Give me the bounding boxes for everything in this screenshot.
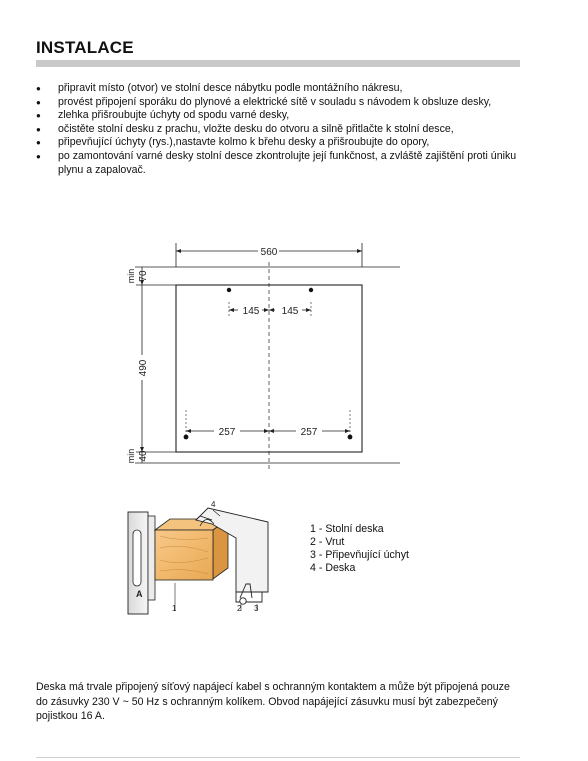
legend-item: 4 - Deska: [310, 562, 356, 574]
page-title: INSTALACE: [36, 38, 134, 57]
worktop-wood-block: [155, 519, 228, 580]
min-label: min: [126, 268, 136, 284]
step-item: ● očistěte stolní desku z prachu, vložte desku do otvoru a silně přitlačte k stolní desce,: [36, 123, 526, 137]
step-item: ● provést připojení sporáku do plynové a elektrické sítě v souladu s návodem k obsluze desky,: [36, 96, 526, 110]
hole-spacing-label: 145: [242, 306, 260, 317]
legend-item: 2 - Vrut: [310, 536, 345, 548]
hole-spacing-label: 145: [281, 306, 299, 317]
hole-spacing-label: 257: [300, 427, 318, 438]
legend-item: 3 - Připevňující úchyt: [310, 549, 409, 561]
step-item: ● po zamontování varné desky stolní desce zkontrolujte její funkčnost, a zvláště zajištění proti úniku plynu a zapalovač.: [36, 150, 526, 177]
callout-number: 2: [237, 604, 242, 613]
step-item: ● připravit místo (otvor) ve stolní desce nábytku podle montážního nákresu,: [36, 82, 526, 96]
callout-number: 1: [172, 604, 177, 613]
bottom-clearance-label: 40: [138, 450, 149, 462]
legend-item: 1 - Stolní deska: [310, 523, 384, 535]
detail-legend: [310, 523, 409, 575]
hole-spacing-label: 257: [218, 427, 236, 438]
step-item: ● připevňující úchyty (rys.),nastavte kolmo k břehu desky a přišroubujte do opory,: [36, 136, 526, 150]
top-clearance-label: 70: [138, 270, 149, 282]
callout-number: 3: [254, 604, 259, 613]
callout-number: 4: [211, 500, 216, 509]
footer-divider: [36, 757, 520, 758]
mark-a: A: [136, 589, 143, 599]
power-connection-note: Deska má trvale připojený síťový napájecí kabel s ochranným kontaktem a může být připojená pouze do zásuvky 230 V ~ 50 Hz s ochranným kolíkem. Obvod napájející zásuvku musí být zabezpečený pojistkou 16 A.: [36, 681, 510, 723]
height-dimension-label: 490: [138, 359, 149, 377]
step-item: ● zlehka přišroubujte úchyty od spodu varné desky,: [36, 109, 526, 123]
min-label: min: [126, 448, 136, 464]
width-dimension-label: 560: [260, 247, 278, 258]
